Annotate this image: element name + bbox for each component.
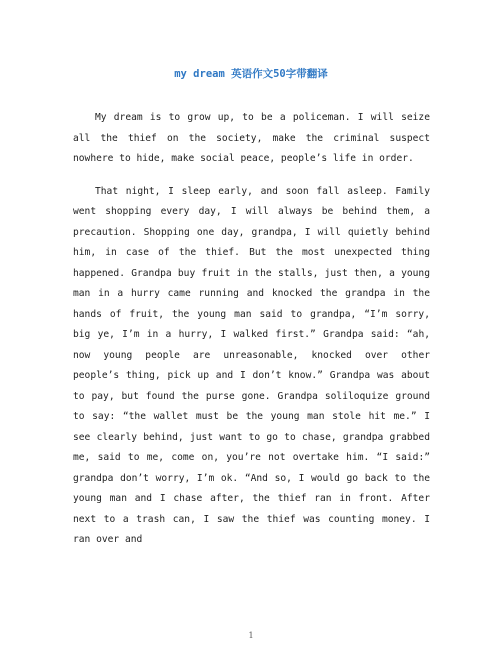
paragraph-1: My dream is to grow up, to be a policeman. I will seize all the thief on the society, make the criminal suspect nowhere to hide, make social peace, people’s life in order. — [73, 112, 430, 164]
page-number: 1 — [248, 631, 254, 640]
document-title: my dream 英语作文50字带翻译 — [174, 68, 328, 80]
document-body — [73, 108, 430, 551]
paragraph-2: That night, I sleep early, and soon fall asleep. Family went shopping every day, I will always be behind them, a precaution. Shopping one day, grandpa, I will quietly behind him, in case of the thief. But the most unexpected thing happened. Grandpa buy fruit in the stalls, just then, a young man in a hurry came running and knocked the grandpa in the hands of fruit, the young man said to grandpa, “I’m sorry, big ye, I’m in a hurry, I walked first.” Grandpa said: “ah, now young people are unreasonable, knocked over other people’s thing, pick up and I don’t know.” Grandpa was about to pay, but found the purse gone. Grandpa soliloquize ground to say: “the wallet must be the young man stole hit me.” I see clearly behind, just want to go to chase, grandpa grabbed me, said to me, come on, you’re not overtake him. “I said:” grandpa don’t worry, I’m ok. “And so, I would go back to the young man and I chase after, the thief ran in front. After next to a trash can, I saw the thief was counting money. I ran over and — [73, 185, 430, 545]
